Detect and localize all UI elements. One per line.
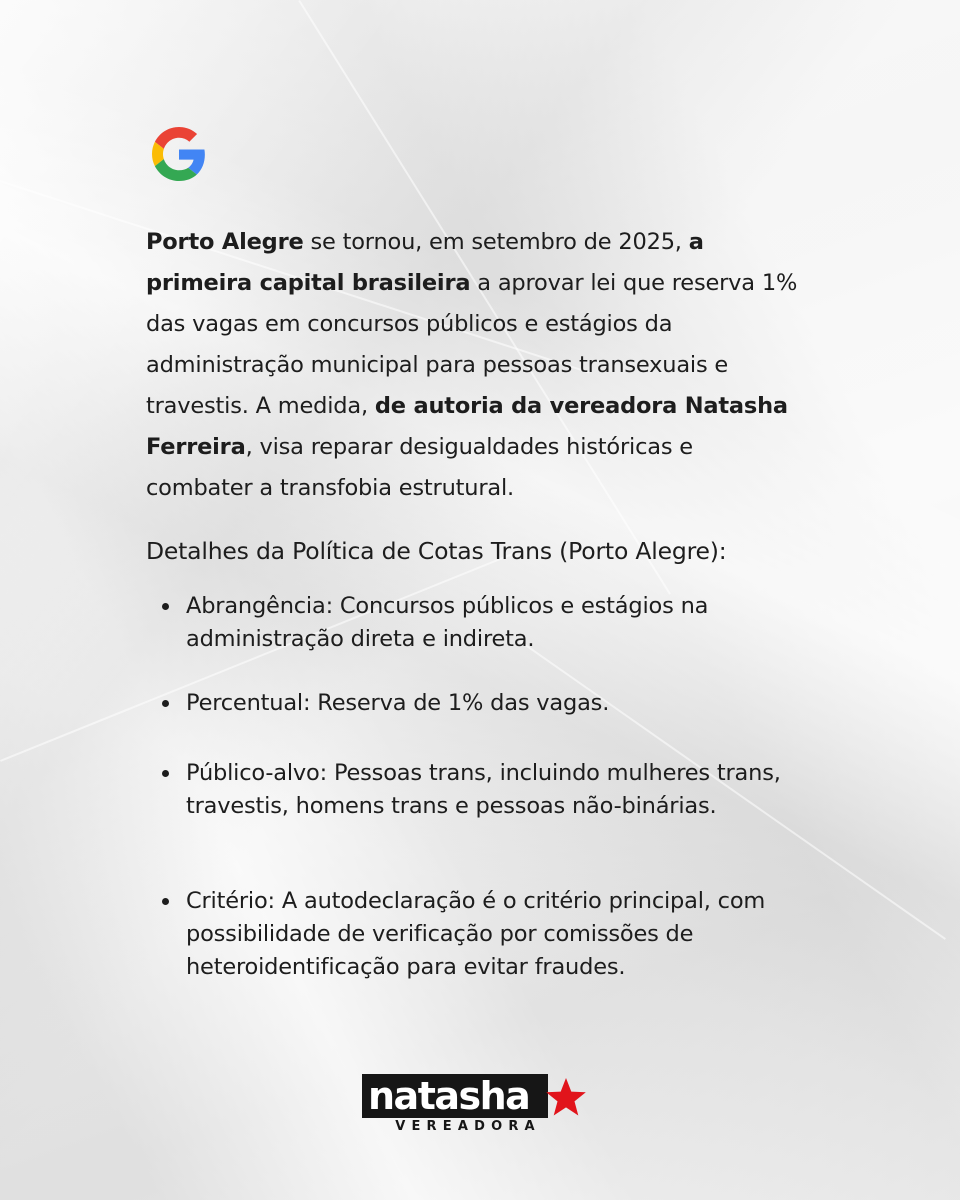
bullet: [162, 770, 169, 777]
list-item-text: Critério: A autodeclaração é o critério principal, com possibilidade de verificação por comissões de heteroidentificação para evitar fraudes.: [186, 888, 766, 980]
google-logo-icon: [152, 127, 206, 181]
list-item: [160, 757, 826, 823]
section-heading: Detalhes da Política de Cotas Trans (Porto Alegre):: [146, 537, 727, 565]
list-item-text: Público-alvo: Pessoas trans, incluindo mulheres trans, travestis, homens trans e pessoas não-binárias.: [186, 760, 781, 819]
intro-highlight: a primeira capital brasileira: [146, 229, 704, 296]
list-item: [160, 885, 826, 984]
intro-text: se tornou, em setembro de 2025,: [303, 229, 689, 255]
list-item-text: Abrangência: Concursos públicos e estágios na administração direta e indireta.: [186, 593, 709, 652]
intro-city: Porto Alegre: [146, 229, 304, 255]
intro-author: de autoria da vereadora Natasha Ferreira: [146, 393, 788, 460]
brand-logo: [362, 1074, 590, 1136]
red-star-icon: [544, 1076, 588, 1118]
intro-paragraph: [146, 222, 806, 509]
brand-name: natasha: [362, 1074, 548, 1118]
intro-text: , visa reparar desigualdades históricas e combater a transfobia estrutural.: [146, 434, 693, 501]
list-item: [160, 590, 826, 656]
bullet: [162, 700, 169, 707]
brand-subtitle: VEREADORA: [395, 1119, 541, 1134]
list-item-text: Percentual: Reserva de 1% das vagas.: [186, 690, 610, 716]
bullet: [162, 603, 169, 610]
list-item: [160, 687, 826, 720]
intro-text: a aprovar lei que reserva 1% das vagas em concursos públicos e estágios da administração municipal para pessoas transexuais e travestis. A medida,: [146, 270, 798, 419]
paper-crease: [0, 550, 520, 762]
bullet: [162, 898, 169, 905]
